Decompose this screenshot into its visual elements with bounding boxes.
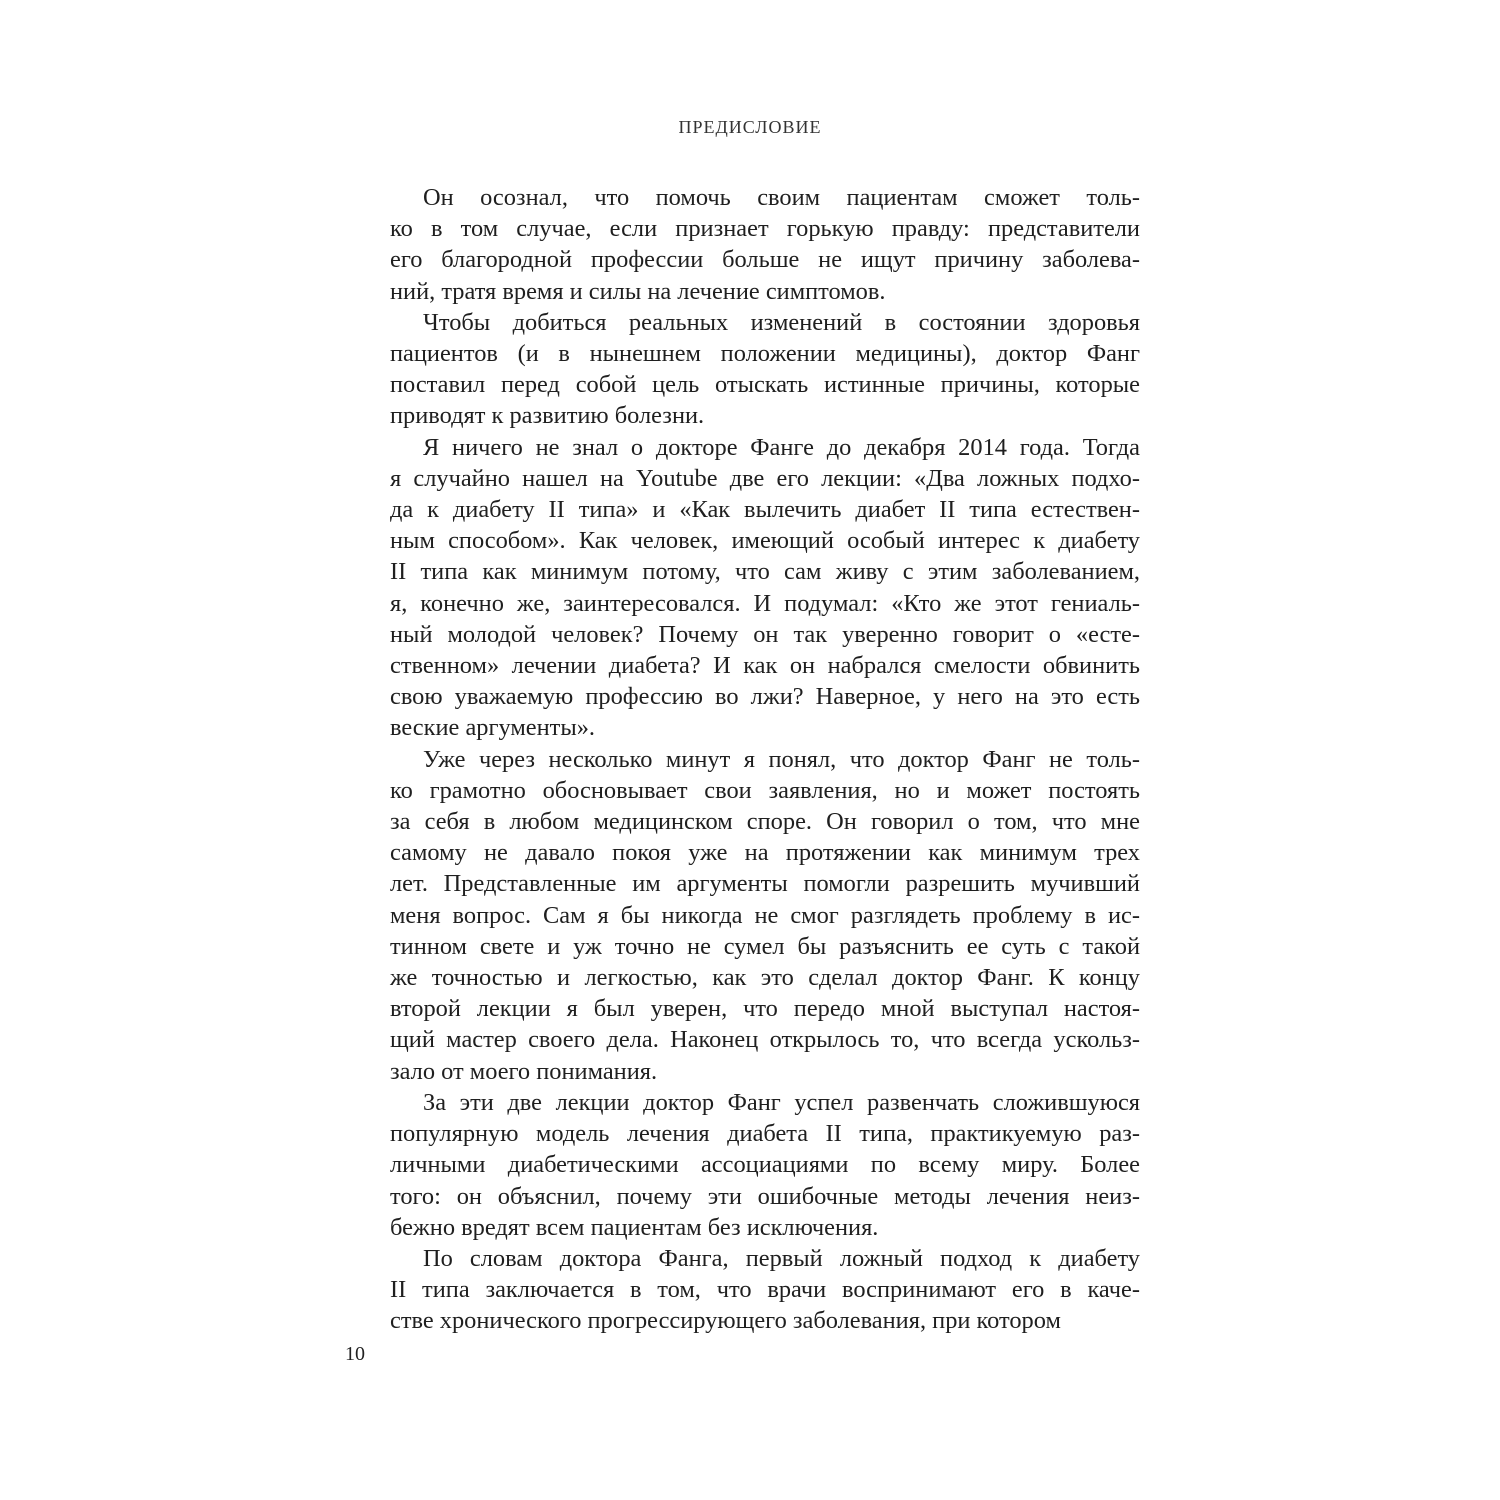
text-line: свою уважаемую профессию во лжи? Наверное, у него на это есть — [390, 683, 1140, 711]
text-line: бежно вредят всем пациентам без исключения. — [390, 1213, 879, 1241]
text-line: Я ничего не знал о докторе Фанге до декабря 2014 года. Тогда — [423, 433, 1140, 461]
text-line: же точностью и легкостью, как это сделал доктор Фанг. К концу — [390, 964, 1140, 992]
page-number: 10 — [345, 1343, 365, 1365]
paragraph — [390, 744, 1140, 1087]
paragraph — [390, 307, 1140, 432]
body-text — [390, 182, 1140, 1337]
text-line: ко в том случае, если признает горькую правду: представители — [390, 215, 1140, 243]
text-line: веские аргументы». — [390, 714, 596, 742]
running-head: ПРЕДИСЛОВИЕ — [678, 117, 822, 137]
text-line: ным способом». Как человек, имеющий особый интерес к диабету — [390, 527, 1140, 555]
text-line: Уже через несколько минут я понял, что доктор Фанг не толь- — [423, 745, 1140, 773]
text-line: пациентов (и в нынешнем положении медицины), доктор Фанг — [390, 340, 1140, 368]
text-line: тинном свете и уж точно не сумел бы разъяснить ее суть с такой — [390, 932, 1140, 960]
text-line: ний, тратя время и силы на лечение симптомов. — [390, 277, 886, 305]
text-line: за себя в любом медицинском споре. Он говорил о том, что мне — [390, 808, 1140, 836]
text-line: популярную модель лечения диабета II типа, практикуемую раз- — [390, 1120, 1140, 1148]
text-line: второй лекции я был уверен, что передо мной выступал настоя- — [390, 995, 1140, 1023]
text-line: По словам доктора Фанга, первый ложный подход к диабету — [423, 1244, 1140, 1272]
text-line: того: он объяснил, почему эти ошибочные методы лечения неиз- — [390, 1182, 1140, 1210]
text-line: я случайно нашел на Youtube две его лекции: «Два ложных подхо- — [390, 464, 1140, 492]
text-line: II типа как минимум потому, что сам живу с этим заболеванием, — [390, 558, 1140, 586]
text-line: его благородной профессии больше не ищут причину заболева- — [390, 246, 1140, 274]
text-line: меня вопрос. Сам я бы никогда не смог разглядеть проблему в ис- — [390, 901, 1140, 929]
paragraph — [390, 432, 1140, 744]
text-line: II типа заключается в том, что врачи воспринимают его в каче- — [390, 1276, 1140, 1304]
text-line: я, конечно же, заинтересовался. И подумал: «Кто же этот гениаль- — [390, 589, 1140, 617]
text-line: стве хронического прогрессирующего заболевания, при котором — [390, 1307, 1061, 1335]
text-line: да к диабету II типа» и «Как вылечить диабет II типа естествен- — [390, 496, 1140, 524]
text-line: зало от моего понимания. — [390, 1057, 658, 1085]
text-line: щий мастер своего дела. Наконец открылось то, что всегда ускольз- — [390, 1026, 1140, 1054]
text-line: Чтобы добиться реальных изменений в состоянии здоровья — [423, 308, 1140, 336]
text-line: приводят к развитию болезни. — [390, 402, 705, 430]
text-line: ственном» лечении диабета? И как он набрался смелости обвинить — [390, 652, 1140, 680]
text-line: Он осознал, что помочь своим пациентам сможет толь- — [423, 184, 1140, 211]
paragraph — [390, 1243, 1140, 1337]
text-line: За эти две лекции доктор Фанг успел развенчать сложившуюся — [423, 1088, 1140, 1116]
text-line: поставил перед собой цель отыскать истинные причины, которые — [390, 371, 1140, 399]
paragraph — [390, 182, 1140, 307]
text-line: самому не давало покоя уже на протяжении как минимум трех — [390, 839, 1140, 867]
text-line: личными диабетическими ассоциациями по всему миру. Более — [390, 1151, 1140, 1179]
text-line: ко грамотно обосновывает свои заявления, но и может постоять — [390, 776, 1140, 804]
text-line: лет. Представленные им аргументы помогли разрешить мучивший — [390, 870, 1140, 898]
text-line: ный молодой человек? Почему он так уверенно говорит о «есте- — [390, 620, 1140, 648]
paragraph — [390, 1087, 1140, 1243]
